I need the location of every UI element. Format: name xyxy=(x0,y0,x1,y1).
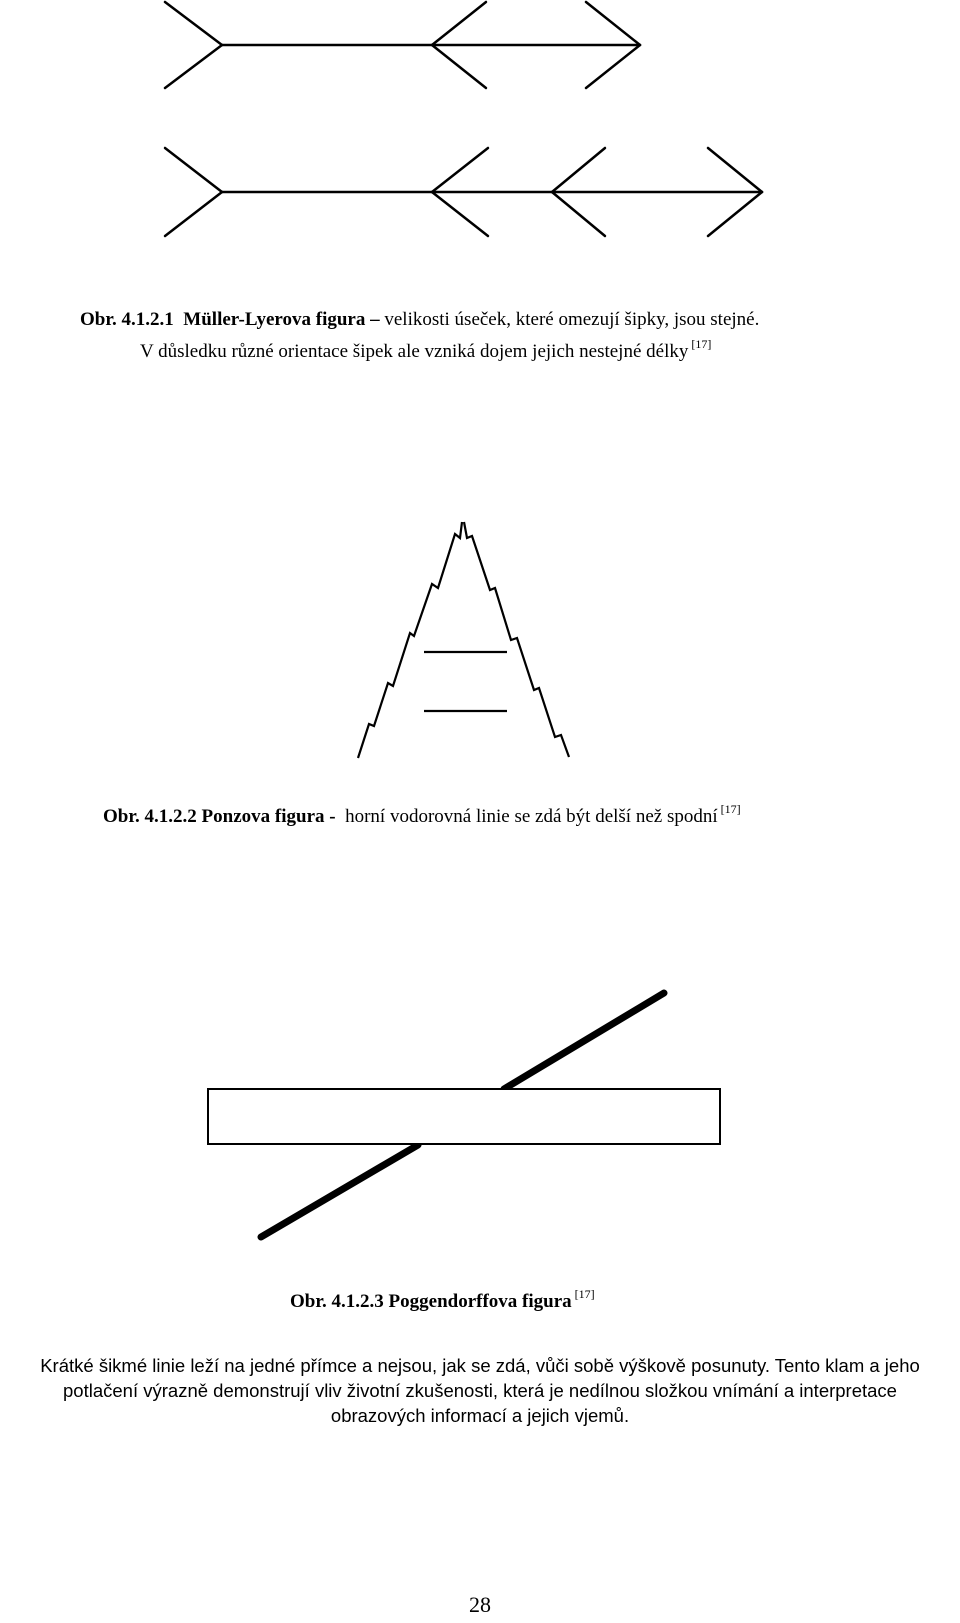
figure-caption-1-line-2 xyxy=(140,337,712,364)
poggendorff-upper-diagonal xyxy=(504,993,664,1089)
muller-lyer-fin xyxy=(552,192,605,236)
muller-lyer-fin xyxy=(586,45,640,88)
body-paragraph xyxy=(0,1353,960,1428)
figure-number: Obr. 4.1.2.3 xyxy=(290,1291,384,1312)
muller-lyer-fin xyxy=(432,148,488,192)
muller-lyer-fin xyxy=(432,192,488,236)
muller-lyer-fin xyxy=(432,45,486,88)
figure-title: Ponzova figura - xyxy=(201,806,336,827)
poggendorff-rectangle xyxy=(208,1089,720,1144)
reference-marker: [17] xyxy=(720,802,741,816)
paragraph-line: potlačení výrazně demonstrují vliv životní zkušenosti, která je nedílnou složkou vnímání a interpretace xyxy=(63,1380,897,1401)
muller-lyer-fin xyxy=(708,192,762,236)
figure-title: Poggendorffova figura xyxy=(388,1291,572,1312)
figure-caption-text: velikosti úseček, které omezují šipky, jsou stejné. xyxy=(384,309,760,330)
figure-number: Obr. 4.1.2.2 xyxy=(103,806,197,827)
reference-marker: [17] xyxy=(691,337,712,351)
muller-lyer-fin xyxy=(552,148,605,192)
muller-lyer-fin xyxy=(165,45,222,88)
muller-lyer-fin xyxy=(165,148,222,192)
paragraph-line: Krátké šikmé linie leží na jedné přímce a nejsou, jak se zdá, vůči sobě výškově posunuty. Tento klam a jeho xyxy=(40,1355,920,1376)
figure-caption-text: V důsledku různé orientace šipek ale vzniká dojem jejich nestejné délky xyxy=(140,341,689,362)
muller-lyer-fin xyxy=(586,2,640,45)
figure-number: Obr. 4.1.2.1 xyxy=(80,309,174,330)
reference-marker: [17] xyxy=(574,1287,595,1301)
paragraph-line: obrazových informací a jejich vjemů. xyxy=(330,1405,630,1426)
muller-lyer-fin xyxy=(165,2,222,45)
ponzo-left-leg xyxy=(358,522,462,758)
figure-caption-2 xyxy=(103,802,741,829)
figure-caption-text: horní vodorovná linie se zdá být delší než spodní xyxy=(345,806,718,827)
poggendorff-lower-diagonal xyxy=(261,1145,418,1237)
page-number: 28 xyxy=(469,1592,491,1617)
muller-lyer-fin xyxy=(165,192,222,236)
muller-lyer-fin xyxy=(708,148,762,192)
figure-caption-3 xyxy=(290,1287,595,1314)
figure-caption-1-line-1 xyxy=(80,308,759,332)
figure-title: Müller-Lyerova figura – xyxy=(183,309,380,330)
ponzo-right-leg xyxy=(464,522,569,757)
muller-lyer-fin xyxy=(432,2,486,45)
muller-lyer-figure xyxy=(0,0,960,260)
